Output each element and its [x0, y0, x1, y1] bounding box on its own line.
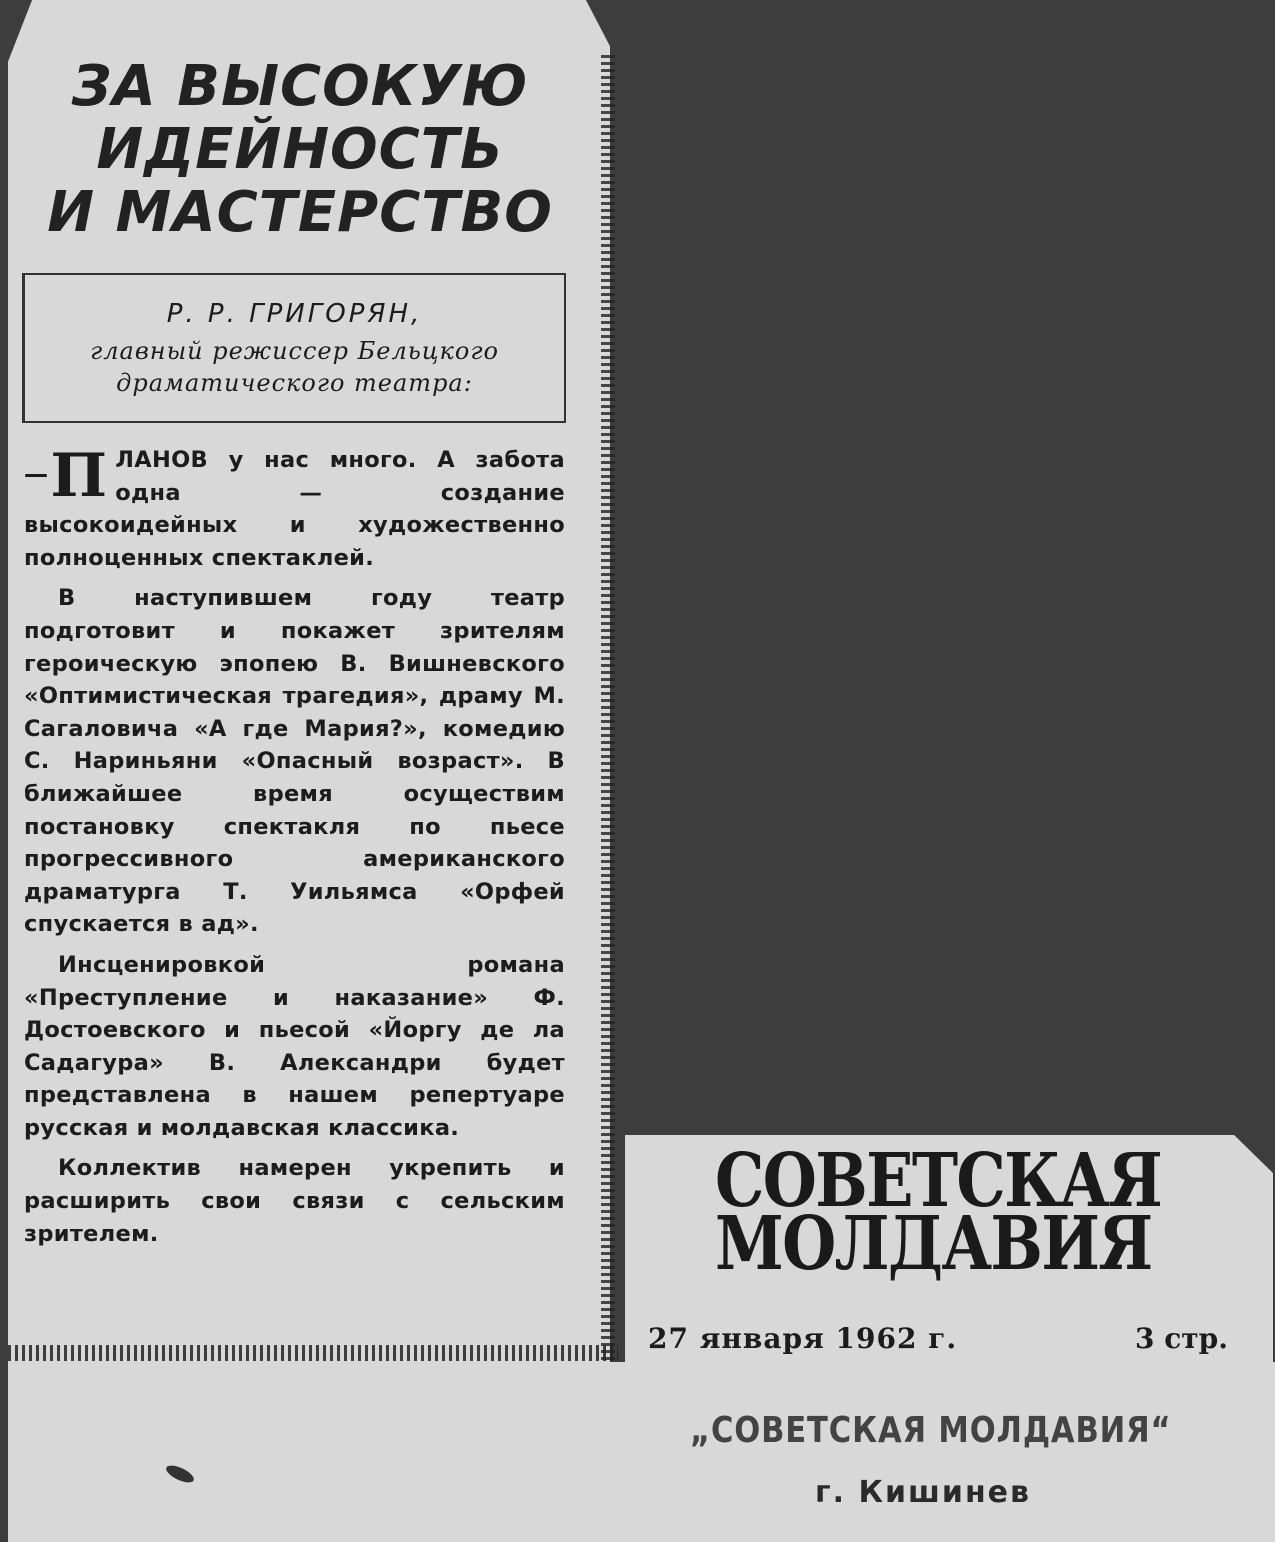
- author-box: [22, 273, 566, 423]
- paragraph-2: В наступившем году театр подготовит и покажет зрителям героическую эпопею В. Вишневского «Оптимистическая трагедия», драму М. Сагаловича «А где Мария?», комедию С. Нариньяни «Опасный возраст». В ближайшее время осуществим постановку спектакля по пьесе прогрессивного американского драматурга Т. Уильямса «Орфей спускается в ад».: [24, 585, 565, 938]
- em-dash: —: [24, 460, 49, 488]
- newspaper-masthead: [715, 1138, 1162, 1287]
- paragraph-3: Инсценировкой романа «Преступление и наказание» Ф. Достоевского и пьесой «Йоргу де ла Садагура» В. Александри будет представлена в нашем репертуаре русская и молдавская классика.: [24, 951, 565, 1141]
- author-title: [25, 335, 564, 399]
- stamp-newspaper-name: „СОВЕТСКАЯ МОЛДАВИЯ“: [690, 1410, 1172, 1451]
- publication-date: 27 января 1962 г.: [648, 1322, 958, 1355]
- headline-line-2: ИДЕЙНОСТЬ: [96, 117, 504, 182]
- author-title-line-2: драматического театра:: [116, 369, 473, 397]
- article-body: [24, 441, 565, 1258]
- headline-line-1: ЗА ВЫСОКУЮ: [71, 54, 529, 119]
- clipping-lower-margin: [8, 1362, 1275, 1542]
- author-title-line-1: главный режиссер Бельцкого: [90, 337, 499, 365]
- drop-cap: П: [50, 441, 108, 511]
- article-headline: [40, 55, 560, 244]
- masthead-line-2: МОЛДАВИЯ: [715, 1201, 1152, 1287]
- author-name: Р. Р. ГРИГОРЯН,: [166, 299, 423, 329]
- headline-line-3: И МАСТЕРСТВО: [47, 180, 553, 245]
- page-number: 3 стр.: [1135, 1322, 1228, 1355]
- paragraph-1-text: ЛАНОВ у нас много. А забота одна — создание высокоидейных и художественно полноценных спектаклей.: [24, 447, 565, 571]
- stamp-city: г. Кишинев: [815, 1475, 1031, 1510]
- masthead-line-1: СОВЕТСКАЯ: [715, 1138, 1162, 1224]
- paragraph-4: Коллектив намерен укрепить и расширить свои связи с сельским зрителем.: [24, 1155, 565, 1247]
- perforated-edge-vertical: [601, 55, 615, 1360]
- perforated-edge-horizontal: [8, 1345, 618, 1361]
- paragraph-1: [24, 441, 565, 574]
